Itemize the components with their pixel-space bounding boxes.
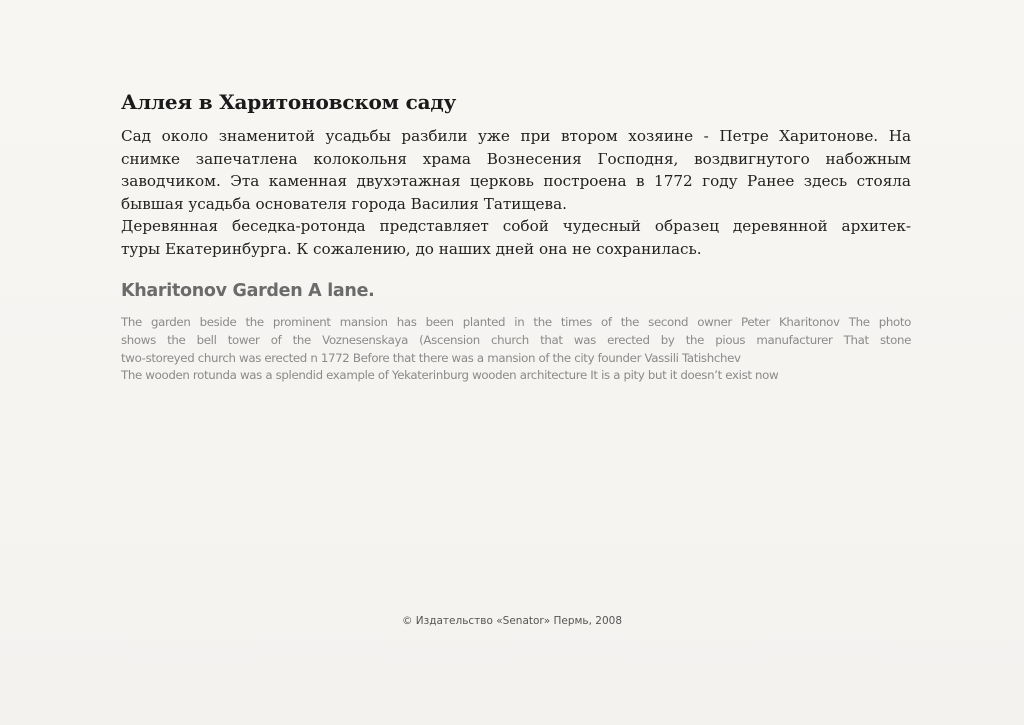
russian-description	[121, 125, 911, 261]
russian-line: туры Екатеринбурга. К сожалению, до наших дней она не сохранилась.	[121, 239, 702, 258]
russian-title: Аллея в Харитоновском саду	[121, 90, 457, 114]
english-line: The garden beside the prominent mansion has been planted in the times of the second owner Peter Kharitonov The photo	[121, 315, 911, 329]
english-line: The wooden rotunda was a splendid example of Yekaterinburg wooden architecture It is a pity but it doesn’t exist now	[121, 368, 779, 383]
russian-line: Сад около знаменитой усадьбы разбили уже при втором хозяине - Петре Харитонове. На	[121, 127, 911, 145]
russian-line: бывшая усадьба основателя города Василия Татищева.	[121, 194, 567, 213]
english-line: shows the bell tower of the Voznesenskaya (Ascension church that was erected by the pious manufacturer That stone	[121, 332, 911, 347]
russian-line: Деревянная беседка-ротонда представляет собой чудесный образец деревянной архитек-	[121, 217, 911, 236]
publisher-copyright: © Издательство «Senator» Пермь, 2008	[401, 615, 623, 627]
english-description	[121, 314, 911, 385]
english-line: two-storeyed church was erected n 1772 Before that there was a mansion of the city founder Vassili Tatishchev	[121, 350, 741, 365]
russian-line: снимке запечатлена колокольня храма Вознесения Господня, воздвигнутого набожным	[121, 149, 911, 168]
english-title: Kharitonov Garden A lane.	[121, 281, 375, 301]
russian-line: заводчиком. Эта каменная двухэтажная церковь построена в 1772 году Ранее здесь стояла	[121, 172, 911, 191]
